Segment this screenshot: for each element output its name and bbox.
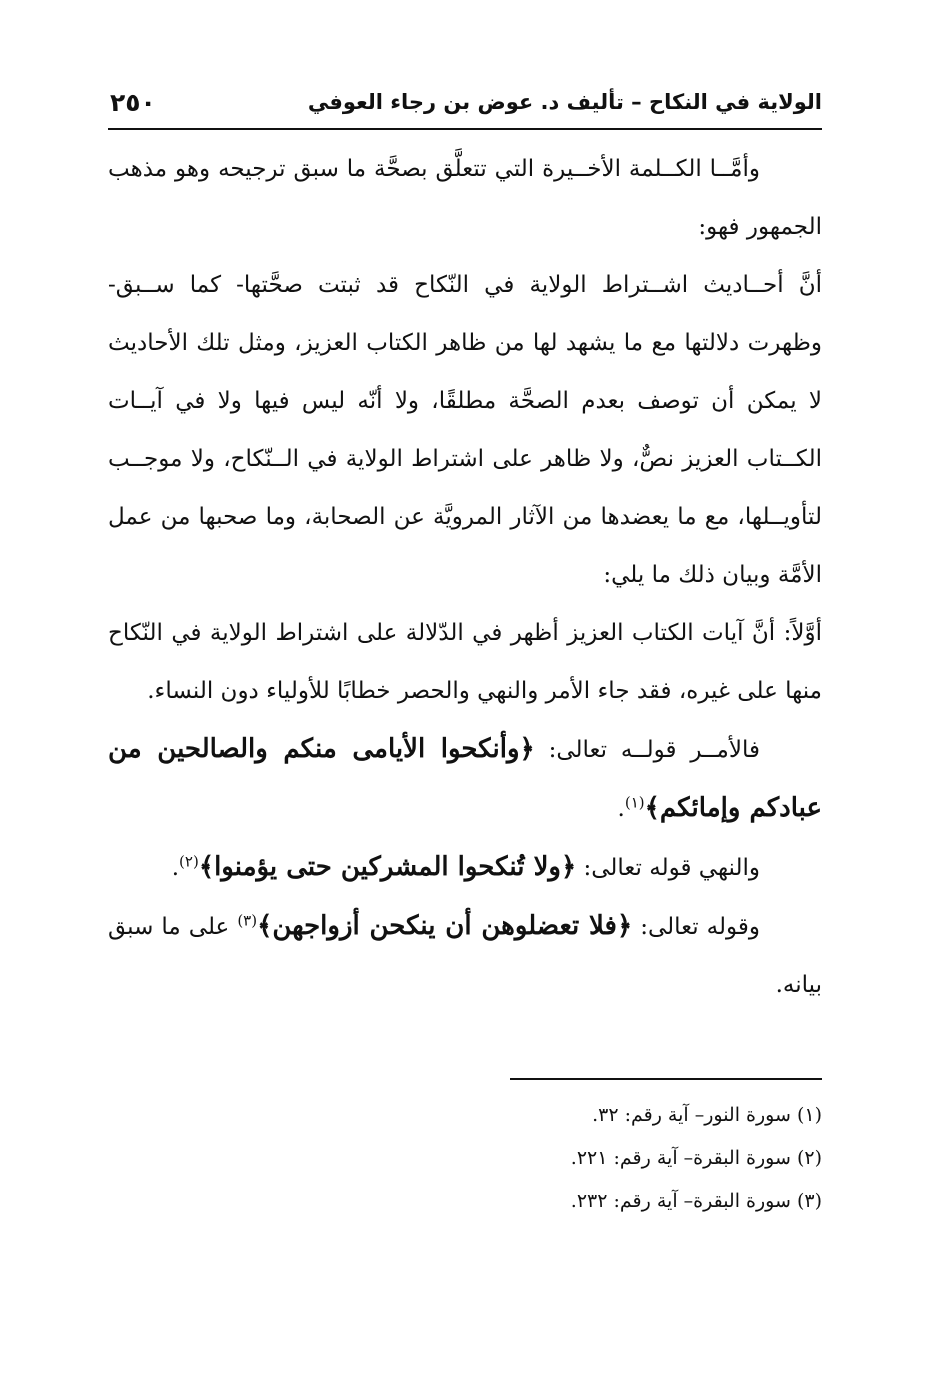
footnote-ref-2: (٢) [179,852,199,871]
paragraph-5 [108,838,822,897]
paragraph-4-lead: فالأمــر قولــه تعالى: [534,737,760,763]
paragraph-3: أوَّلاً: أنَّ آيات الكتاب العزيز أظهر في الدّلالة على اشتراط الولاية في النّكاح منها على غيره، فقد جاء الأمر والنهي والحصر خطابًا للأولياء دون النساء. [108,620,822,704]
paragraph-6-end: على ما سبق بيانه. [108,914,822,998]
paragraph-6 [108,897,822,1014]
footnote-ref-1: (١) [624,793,645,812]
running-header [108,88,822,130]
quran-verse-3: ﴿فلا تعضلوهن أن ينكحن أزواجهن﴾ [257,911,633,941]
paragraph-5-lead: والنهي قوله تعالى: [576,855,760,881]
quran-verse-1: ﴿وأنكحوا الأيامى منكم والصالحين من عبادكم وإمائكم﴾ [108,734,822,823]
main-text [108,140,822,1014]
quran-verse-2: ﴿ولا تُنكحوا المشركين حتى يؤمنوا﴾ [198,852,577,882]
paragraph-4 [108,720,822,838]
footnote-1: (١) سورة النور– آية رقم: ٣٢. [592,1104,822,1126]
page-number: ٢٥٠ [110,88,156,117]
footnote-3: (٣) سورة البقرة– آية رقم: ٢٣٢. [570,1190,822,1212]
paragraph-4-end: . [617,796,625,822]
footnote-separator [510,1078,822,1080]
footnote-2: (٢) سورة البقرة– آية رقم: ٢٢١. [570,1147,822,1169]
paragraph-6-lead: وقوله تعالى: [632,914,760,940]
footnote-ref-3: (٣) [237,911,258,930]
paragraph-1: وأمَّــا الكــلمة الأخــيرة التي تتعلَّق بصحَّة ما سبق ترجيحه وهو مذهب الجمهور فهو: [108,156,822,240]
footnotes [108,1094,822,1223]
paragraph-5-end: . [171,855,180,881]
running-header-title: الولاية في النكاح – تأليف د. عوض بن رجاء العوفي [307,90,822,114]
paragraph-2: أنَّ أحــاديث اشــتراط الولاية في النّكاح قد ثبتت صحَّتها- كما ســبق- وظهرت دلالتها مع ما يشهد لها من ظاهر الكتاب العزيز، ومثل تلك الأحاديث لا يمكن أن توصف بعدم الصحَّة مطلقًا، ولا أنّه ليس فيها ولا في آيــات الكــتاب العزيز نصٌّ، ولا ظاهر على اشتراط الولاية في الــنّكاح، ولا موجــب لتأويــلها، مع ما يعضدها من الآثار المرويَّة عن الصحابة، وما صحبها من عمل الأمَّة وبيان ذلك ما يلي: [108,272,822,588]
